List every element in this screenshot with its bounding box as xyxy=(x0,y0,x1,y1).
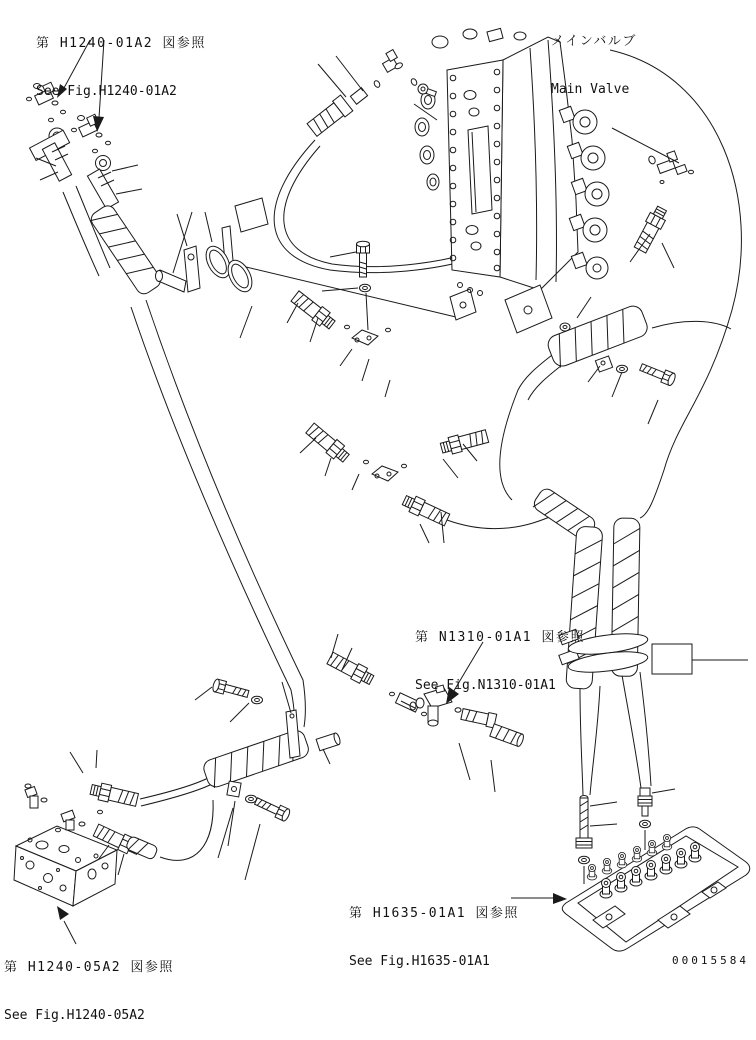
elbow-fitting-block-1 xyxy=(25,784,47,808)
label-ref-h1240-01a2-jp: 第 H1240-01A2 図参照 xyxy=(36,36,206,51)
hose-end-d xyxy=(401,492,451,527)
drawing-number: 00015584 xyxy=(672,954,749,967)
label-main-valve-en: Main Valve xyxy=(551,82,630,97)
hose-runs xyxy=(63,50,741,860)
hose-clamp-assembly xyxy=(156,198,269,296)
label-ref-n1310-01a1-en: See Fig.N1310-01A1 xyxy=(415,678,556,693)
hose-end-block-top xyxy=(89,781,139,808)
bolt-lower-2 xyxy=(227,781,291,822)
bolt-mid xyxy=(357,241,371,330)
label-main-valve xyxy=(551,2,637,114)
label-ref-n1310-01a1-jp: 第 N1310-01A1 図参照 xyxy=(415,630,585,645)
label-ref-h1635-01a1 xyxy=(349,874,519,986)
label-ref-h1240-05a2-jp: 第 H1240-05A2 図参照 xyxy=(4,960,174,975)
bolt-right xyxy=(639,361,677,386)
hose-end-c xyxy=(305,421,352,464)
t-fitting-valve-right xyxy=(648,151,694,184)
stub-cylinder xyxy=(316,732,341,750)
label-ref-h1240-01a2-en: See Fig.H1240-01A2 xyxy=(36,84,177,99)
wrapped-hose-top-left xyxy=(88,203,163,297)
wrapped-mini-block xyxy=(125,836,158,861)
label-main-valve-jp: メインバルブ xyxy=(551,34,637,49)
label-ref-h1635-01a1-jp: 第 H1635-01A1 図参照 xyxy=(349,906,519,921)
arrow-to-junction-plate xyxy=(553,893,567,904)
hose-end-a xyxy=(290,289,338,331)
leader-lines xyxy=(36,56,748,880)
label-ref-h1635-01a1-en: See Fig.H1635-01A1 xyxy=(349,954,490,969)
clamp-half-2 xyxy=(364,460,407,481)
hose-end-b xyxy=(439,428,489,457)
hose-end-n1310-right xyxy=(455,707,525,747)
label-ref-h1240-01a2 xyxy=(36,4,206,116)
arrow-to-manifold-block xyxy=(57,906,69,920)
label-ref-h1240-05a2 xyxy=(4,928,174,1040)
elbow-fitting-2 xyxy=(72,114,111,153)
bolt-lower-1 xyxy=(212,678,263,703)
clamp-plate-tag xyxy=(652,644,692,674)
wrapped-hose-right xyxy=(545,303,650,369)
label-ref-h1240-05a2-en: See Fig.H1240-05A2 xyxy=(4,1008,145,1023)
hose-end-top-left-2 xyxy=(87,156,118,209)
label-ref-n1310-01a1 xyxy=(415,598,585,710)
hose-end-top-left-1 xyxy=(30,128,72,181)
hose-end-e xyxy=(326,650,375,687)
